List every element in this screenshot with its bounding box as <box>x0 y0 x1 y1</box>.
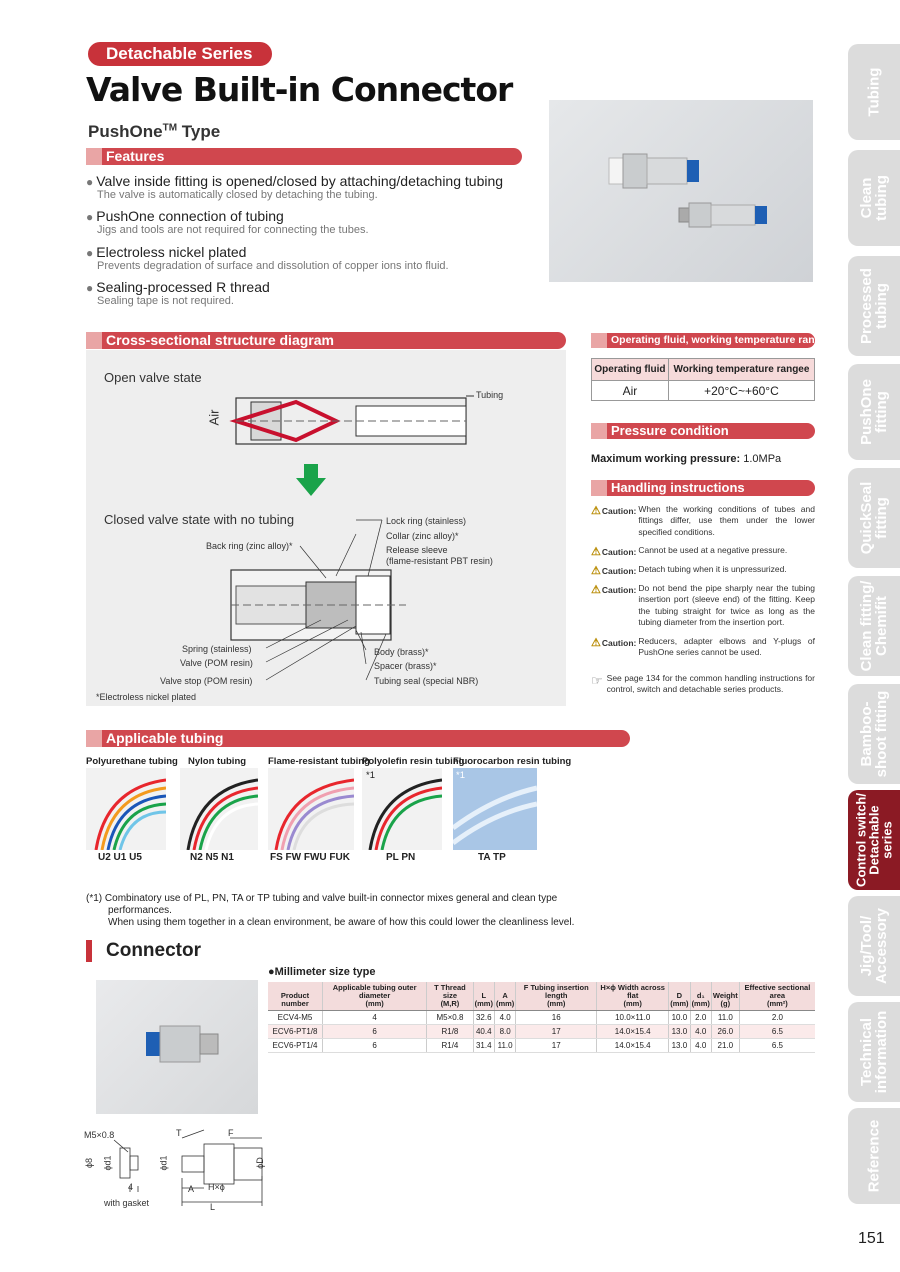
connector-photo-illustration <box>549 100 813 282</box>
table-header: L (mm) <box>473 982 494 1010</box>
caution-text: When the working conditions of tubes and fittings differ, use them under the lower specified conditions. <box>638 504 815 537</box>
features-heading-bar <box>86 148 522 165</box>
subtitle-main: PushOne <box>88 122 163 141</box>
tubing-label: Tubing <box>476 390 504 400</box>
table-header: Product number <box>268 982 323 1010</box>
spacer-label: Spacer (brass)* <box>374 661 437 671</box>
fluid-heading: Operating fluid, working temperature range <box>611 334 827 346</box>
table-header: F Tubing insertion length (mm) <box>516 982 597 1010</box>
tubing-type-name: Polyurethane tubing <box>86 756 178 767</box>
page-subtitle <box>88 122 220 142</box>
tubing-type-name: Polyolefin resin tubing <box>362 756 465 767</box>
tubing-footnote-mark: *1 <box>456 770 465 781</box>
tab-pushone-fitting[interactable]: PushOne fitting <box>848 364 900 460</box>
caution-text: Do not bend the pipe sharply near the tubing insertion port (sleeve end) of the fitting. Keep the tubing straight for twice as long as the tubing diameter from the insertion port. <box>638 583 815 628</box>
feature-title: ● Sealing-processed R thread <box>86 279 536 295</box>
open-state-label: Open valve state <box>104 370 202 385</box>
fluid-col-header: Operating fluid <box>592 359 669 381</box>
phid1-label: ϕd1 <box>158 1155 169 1171</box>
feature-title: ● PushOne connection of tubing <box>86 208 536 224</box>
plating-footnote: *Electroless nickel plated <box>96 692 197 702</box>
product-photo <box>549 100 813 282</box>
gasket-label: with gasket <box>104 1198 150 1208</box>
tab-tubing[interactable]: Tubing <box>848 44 900 140</box>
tab-technical-information[interactable]: Technical information <box>848 1002 900 1102</box>
feature-item <box>86 244 536 272</box>
table-header: Weight (g) <box>711 982 739 1010</box>
caution-item <box>591 583 815 629</box>
table-row: ECV6-PT1/8 6 R1/8 40.4 8.0 17 14.0×15.4 13.0 4.0 26.0 6.5 <box>268 1024 815 1038</box>
tubing-codes: U2 U1 U5 <box>98 852 142 863</box>
pressure-line: Maximum working pressure: 1.0MPa <box>591 453 782 465</box>
tubing-type-name: Flame-resistant tubing <box>268 756 370 767</box>
lock-ring-label: Lock ring (stainless) <box>386 516 467 526</box>
table-header: Applicable tubing outer diameter (mm) <box>323 982 427 1010</box>
cross-section-drawing <box>86 350 566 706</box>
handling-heading: Handling instructions <box>611 480 745 495</box>
caution-label: ⚠ Caution: <box>591 636 636 659</box>
caution-text: Reducers, adapter elbows and Y-plugs of PushOne series cannot be used. <box>638 636 815 658</box>
pressure-value: 1.0MPa <box>743 453 782 465</box>
table-header: H×ϕ Width across flat (mm) <box>597 982 669 1010</box>
closed-state-label: Closed valve state with no tubing <box>104 512 295 527</box>
caution-item <box>591 564 815 577</box>
see-page-note <box>591 673 815 696</box>
m5-thread-label: M5×0.8 <box>84 1130 115 1140</box>
collar-label: Collar (zinc alloy)* <box>386 531 459 541</box>
temp-col-header: Working temperature rangee <box>668 359 814 381</box>
tab-control-switch[interactable]: Control switch/ Detachable series <box>848 790 900 890</box>
feature-title: ● Valve inside fitting is opened/closed by attaching/detaching tubing <box>86 173 536 189</box>
caution-label: ⚠ Caution: <box>591 504 636 538</box>
air-label: Air <box>206 409 222 426</box>
tubing-codes: PL PN <box>386 852 416 863</box>
back-ring-label: Back ring (zinc alloy)* <box>206 541 293 551</box>
tubing-codes: N2 N5 N1 <box>190 852 234 863</box>
connector-photo <box>96 980 258 1114</box>
pressure-heading-bar <box>591 423 815 439</box>
feature-item <box>86 279 536 307</box>
flame-resistant-tubing-image <box>268 768 354 850</box>
tubing-heading: Applicable tubing <box>106 730 224 746</box>
phid1-label: ϕd1 <box>102 1155 113 1171</box>
feature-desc: Sealing tape is not required. <box>97 295 234 307</box>
feature-desc: The valve is automatically closed by detaching the tubing. <box>97 189 378 201</box>
tubing-type-name: Nylon tubing <box>188 756 247 767</box>
table-header: T Thread size (M,R) <box>427 982 473 1010</box>
feature-desc: Jigs and tools are not required for connecting the tubes. <box>97 224 369 236</box>
feature-item <box>86 208 536 236</box>
note-mark: (*1) <box>86 893 103 904</box>
table-header: d₁ (mm) <box>690 982 711 1010</box>
fluid-value: Air <box>592 381 669 401</box>
dimension-drawing <box>84 1126 284 1216</box>
features-heading: Features <box>106 148 165 164</box>
tab-clean-fitting[interactable]: Clean fitting/ Chemifit <box>848 576 900 676</box>
release-sleeve-label: Release sleeve <box>386 545 448 555</box>
series-label: Detachable Series <box>106 44 253 63</box>
series-pill <box>88 42 272 66</box>
fluorocarbon-tubing-image <box>453 768 537 850</box>
four-dim-label: 4 <box>128 1182 134 1192</box>
caution-label: ⚠ Caution: <box>591 583 636 629</box>
diagram-heading: Cross-sectional structure diagram <box>106 332 334 348</box>
caution-label: ⚠ Caution: <box>591 564 636 577</box>
page-title: Valve Built-in Connector <box>86 70 513 109</box>
feature-desc: Prevents degradation of surface and dissolution of copper ions into fluid. <box>97 260 449 272</box>
subtitle-tm: TM <box>162 122 178 134</box>
see-page-text: See page 134 for the common handling instructions for control, switch and detachable series products. <box>606 673 815 695</box>
cross-section-diagram <box>86 350 566 706</box>
caution-item <box>591 545 815 558</box>
caution-text: Cannot be used at a negative pressure. <box>638 545 788 555</box>
feature-item <box>86 173 536 201</box>
tab-clean-tubing[interactable]: Clean tubing <box>848 150 900 246</box>
t-dim-label: T <box>176 1128 182 1138</box>
table-header: A (mm) <box>494 982 515 1010</box>
table-header: Effective sectional area (mm²) <box>739 982 815 1010</box>
hphi-dim-label: H×ϕ <box>208 1182 225 1192</box>
tubing-codes: FS FW FWU FUK <box>270 852 350 863</box>
fluid-heading-bar <box>591 333 827 348</box>
temp-range-value: +20°C~+60°C <box>668 381 814 401</box>
note-text: Combinatory use of PL, PN, TA or TP tubing and valve built-in connector mixes general and clean type <box>104 893 558 904</box>
polyurethane-tubing-image <box>86 768 166 850</box>
tab-reference[interactable]: Reference <box>848 1108 900 1204</box>
tubing-heading-bar <box>86 730 630 747</box>
release-sleeve-material-label: (flame-resistant PBT resin) <box>386 556 493 566</box>
tab-processed-tubing[interactable]: Processed tubing <box>848 256 900 356</box>
feature-title: ● Electroless nickel plated <box>86 244 536 260</box>
table-row: ECV4-M5 4 M5×0.8 32.6 4.0 16 10.0×11.0 10.0 2.0 11.0 2.0 <box>268 1010 815 1024</box>
caution-item <box>591 636 815 659</box>
tab-bamboo-shoot-fitting[interactable]: Bamboo- shoot fitting <box>848 684 900 784</box>
caution-text: Detach tubing when it is unpressurized. <box>638 564 787 574</box>
nylon-tubing-image <box>180 768 258 850</box>
tubing-seal-label: Tubing seal (special NBR) <box>374 676 479 686</box>
l-dim-label: L <box>210 1202 216 1212</box>
note-text: When using them together in a clean environment, be aware of how this could lower the cleanliness level. <box>108 917 575 928</box>
tubing-footnote-mark: *1 <box>366 770 375 781</box>
tubing-codes: TA TP <box>478 852 506 863</box>
tubing-combination-note <box>86 893 646 929</box>
phi8-label: ϕ8 <box>84 1157 95 1169</box>
valve-stop-label: Valve stop (POM resin) <box>160 676 253 686</box>
connector-heading: Connector <box>86 940 201 962</box>
pressure-label: Maximum working pressure <box>591 453 737 465</box>
pressure-heading: Pressure condition <box>611 423 729 438</box>
table-header: D (mm) <box>669 982 690 1010</box>
f-dim-label: F <box>228 1128 234 1138</box>
phiD-label: ϕD <box>254 1157 265 1169</box>
note-text: performances. <box>108 905 172 916</box>
connector-spec-table <box>268 982 815 1053</box>
table-row: ECV6-PT1/4 6 R1/4 31.4 11.0 17 14.0×15.4 13.0 4.0 21.0 6.5 <box>268 1038 815 1052</box>
connector-photo-drawing <box>96 980 258 1114</box>
caution-item <box>591 504 815 538</box>
tab-quickseal-fitting[interactable]: QuickSeal fitting <box>848 468 900 568</box>
tab-jig-tool[interactable]: Jig/Tool/ Accessory <box>848 896 900 996</box>
diagram-heading-bar <box>86 332 566 349</box>
millimeter-size-heading: ●Millimeter size type <box>268 966 376 978</box>
valve-label: Valve (POM resin) <box>180 658 253 668</box>
caution-label: ⚠ Caution: <box>591 545 636 558</box>
body-label: Body (brass)* <box>374 647 429 657</box>
a-dim-label: A <box>188 1184 195 1194</box>
subtitle-type: Type <box>177 122 221 141</box>
handling-heading-bar <box>591 480 815 496</box>
pointing-hand-icon: ☞ <box>591 673 603 688</box>
spring-label: Spring (stainless) <box>182 644 252 654</box>
page-number: 151 <box>858 1230 885 1247</box>
tubing-type-name: Fluorocarbon resin tubing <box>453 756 572 767</box>
fluid-table <box>591 358 815 401</box>
